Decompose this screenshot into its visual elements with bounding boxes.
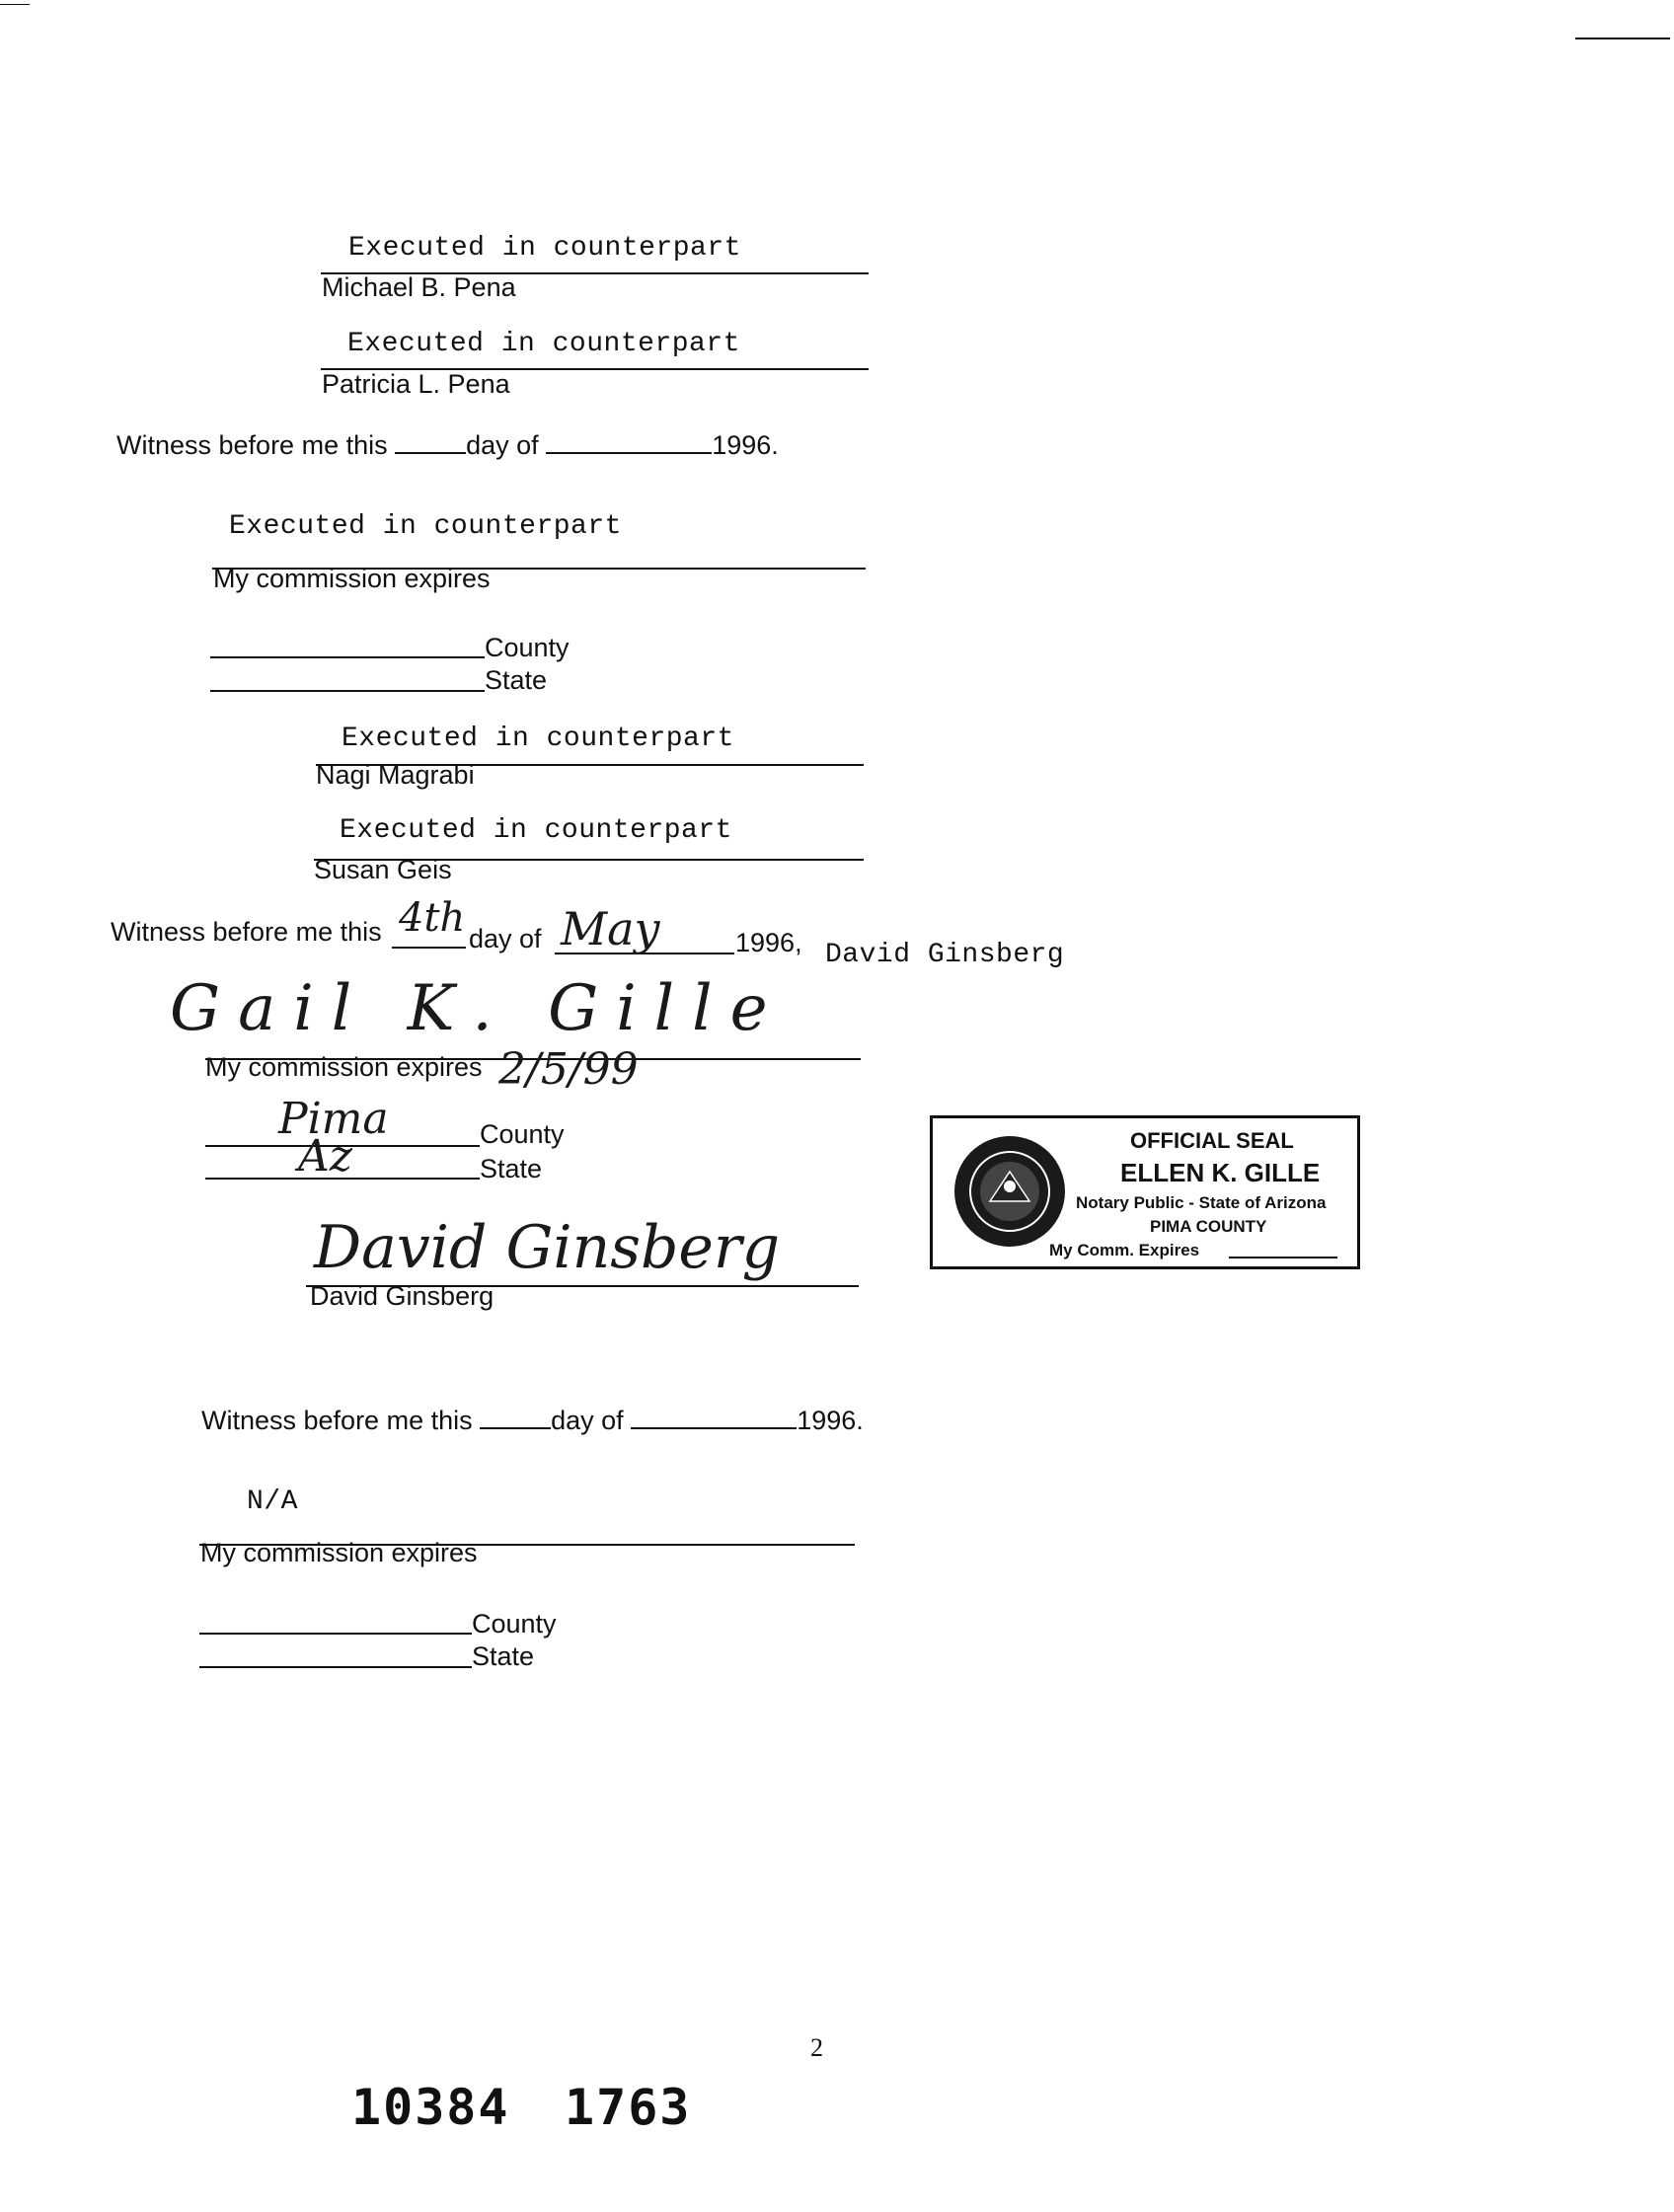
seal-state: Notary Public - State of Arizona [1076, 1193, 1327, 1212]
commission-label-1: My commission expires [213, 564, 491, 593]
signature-typed-nagi: Executed in counterpart [342, 724, 734, 754]
state-label-1: State [485, 665, 548, 695]
scan-mark-top-left [0, 4, 30, 5]
witness-typed-name-2: David Ginsberg [825, 940, 1065, 970]
state-blank-3 [199, 1666, 472, 1668]
signature-handwritten-david: David Ginsberg [314, 1213, 781, 1282]
state-handwritten-2: Az [298, 1131, 352, 1182]
notary-signature-2: Gail K. Gille [170, 972, 786, 1045]
seal-notary-name: ELLEN K. GILLE [1120, 1158, 1321, 1187]
witness-year: 1996. [797, 1406, 864, 1435]
scan-mark-top-right [1575, 38, 1670, 39]
state-blank-1 [210, 690, 485, 692]
signer-name-susan: Susan Geis [314, 855, 452, 884]
signer-name-david: David Ginsberg [310, 1281, 495, 1311]
signature-typed-susan: Executed in counterpart [340, 815, 732, 846]
document-number-left: 10384 [351, 2079, 510, 2136]
commission-date-handwritten-2: 2/5/99 [498, 1044, 639, 1095]
witness-day-of-2: day of [469, 924, 542, 953]
notary-seal [930, 1115, 1360, 1269]
page-number: 2 [810, 2033, 823, 2062]
seal-expires-line [1229, 1257, 1337, 1259]
witness-day-of: day of [466, 430, 539, 460]
county-handwritten-2: Pima [278, 1094, 389, 1144]
notary-typed-1: Executed in counterpart [229, 511, 622, 542]
county-label-3: County [472, 1609, 557, 1639]
signer-name-patricia: Patricia L. Pena [322, 369, 510, 399]
witness-line-3 [201, 1408, 864, 1434]
signer-name-nagi: Nagi Magrabi [316, 760, 475, 790]
state-label-2: State [480, 1154, 543, 1183]
witness-day-of: day of [551, 1406, 624, 1435]
commission-label-3: My commission expires [200, 1538, 478, 1567]
month-blank [546, 432, 712, 454]
witness-line-1 [116, 432, 779, 459]
witness-year-2: 1996, [735, 928, 802, 957]
day-blank [480, 1408, 551, 1429]
month-blank [631, 1408, 797, 1429]
state-blank-2 [205, 1178, 480, 1180]
witness-prefix-2: Witness before me this [111, 917, 382, 947]
witness-prefix: Witness before me this [116, 430, 388, 460]
county-blank-1 [210, 656, 485, 658]
day-blank [395, 432, 466, 454]
county-label-2: County [480, 1119, 565, 1149]
day-handwritten-2: 4th [399, 895, 466, 941]
witness-year: 1996. [712, 430, 779, 460]
month-handwritten-2: May [561, 902, 660, 955]
document-number-right: 1763 [565, 2079, 692, 2136]
county-blank-3 [199, 1633, 472, 1635]
signature-typed-michael: Executed in counterpart [348, 233, 741, 264]
county-label-1: County [485, 633, 570, 662]
arizona-seal-icon [951, 1132, 1069, 1251]
state-label-3: State [472, 1641, 535, 1671]
signer-name-michael: Michael B. Pena [322, 272, 516, 302]
seal-title: OFFICIAL SEAL [1130, 1128, 1294, 1153]
commission-label-2: My commission expires [205, 1052, 483, 1082]
witness-prefix: Witness before me this [201, 1406, 473, 1435]
seal-county: PIMA COUNTY [1150, 1217, 1267, 1236]
seal-expires: My Comm. Expires [1049, 1241, 1200, 1259]
notary-typed-3: N/A [247, 1487, 298, 1517]
day-blank-2 [392, 947, 466, 949]
signature-typed-patricia: Executed in counterpart [347, 329, 740, 359]
